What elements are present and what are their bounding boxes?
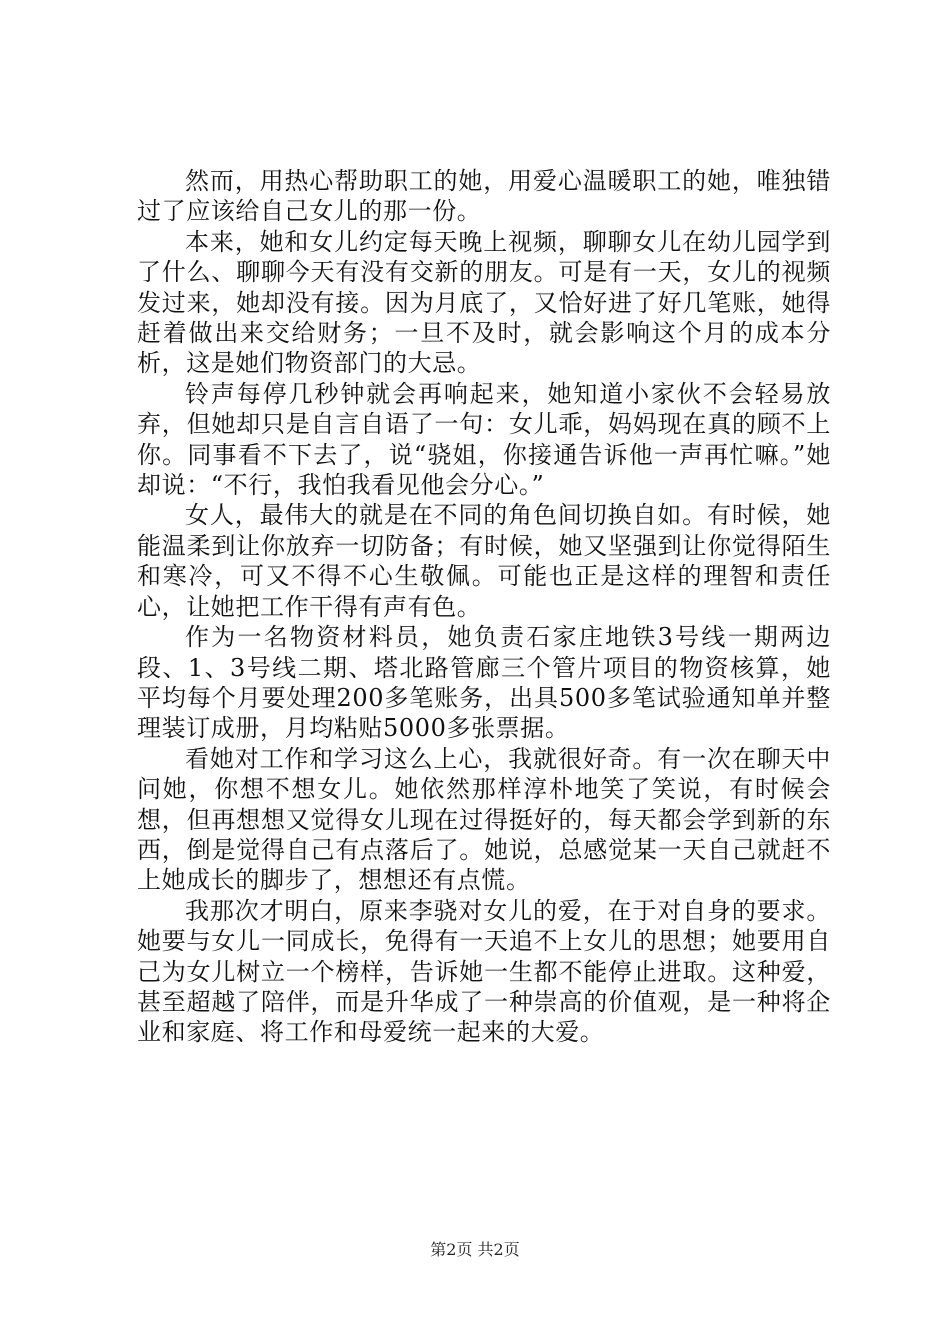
- paragraph-4: 女人，最伟大的就是在不同的角色间切换自如。有时候，她能温柔到让你放弃一切防备；有时候，她又坚强到让你觉得陌生和寒冷，可又不得不心生敬佩。可能也正是这样的理智和责任心，让她把工作干得有声有色。: [137, 501, 831, 621]
- paragraph-1: 然而，用热心帮助职工的她，用爱心温暖职工的她，唯独错过了应该给自己女儿的那一份。: [137, 167, 831, 226]
- paragraph-2: 本来，她和女儿约定每天晚上视频，聊聊女儿在幼儿园学到了什么、聊聊今天有没有交新的朋友。可是有一天，女儿的视频发过来，她却没有接。因为月底了，又恰好进了好几笔账，她得赶着做出来交给财务；一旦不及时，就会影响这个月的成本分析，这是她们物资部门的大忌。: [137, 227, 831, 378]
- paragraph-3: 铃声每停几秒钟就会再响起来，她知道小家伙不会轻易放弃，但她却只是自言自语了一句：女儿乖，妈妈现在真的顾不上你。同事看不下去了，说“骁姐，你接通告诉他一声再忙嘛。”她却说：“不行，我怕我看见他会分心。”: [137, 379, 831, 500]
- page-footer: [0, 1240, 950, 1260]
- page-number: 第2页 共2页: [430, 1240, 520, 1259]
- paragraph-7: 我那次才明白，原来李骁对女儿的爱，在于对自身的要求。她要与女儿一同成长，免得有一天追不上女儿的思想；她要用自己为女儿树立一个榜样，告诉她一生都不能停止进取。这种爱，甚至超越了陪伴，而是升华成了一种崇高的价值观，是一种将企业和家庭、将工作和母爱统一起来的大爱。: [137, 896, 831, 1047]
- article-body: [137, 166, 831, 1048]
- paragraph-5: 作为一名物资材料员，她负责石家庄地铁3号线一期两边段、1、3号线二期、塔北路管廊三个管片项目的物资核算，她平均每个月要处理200多笔账务，出具500多笔试验通知单并整理装订成册，月均粘贴5000多张票据。: [137, 623, 831, 743]
- paragraph-6: 看她对工作和学习这么上心，我就很好奇。有一次在聊天中问她，你想不想女儿。她依然那样淳朴地笑了笑说，有时候会想，但再想想又觉得女儿现在过得挺好的，每天都会学到新的东西，倒是觉得自己有点落后了。她说，总感觉某一天自己就赶不上她成长的脚步了，想想还有点慌。: [137, 744, 831, 895]
